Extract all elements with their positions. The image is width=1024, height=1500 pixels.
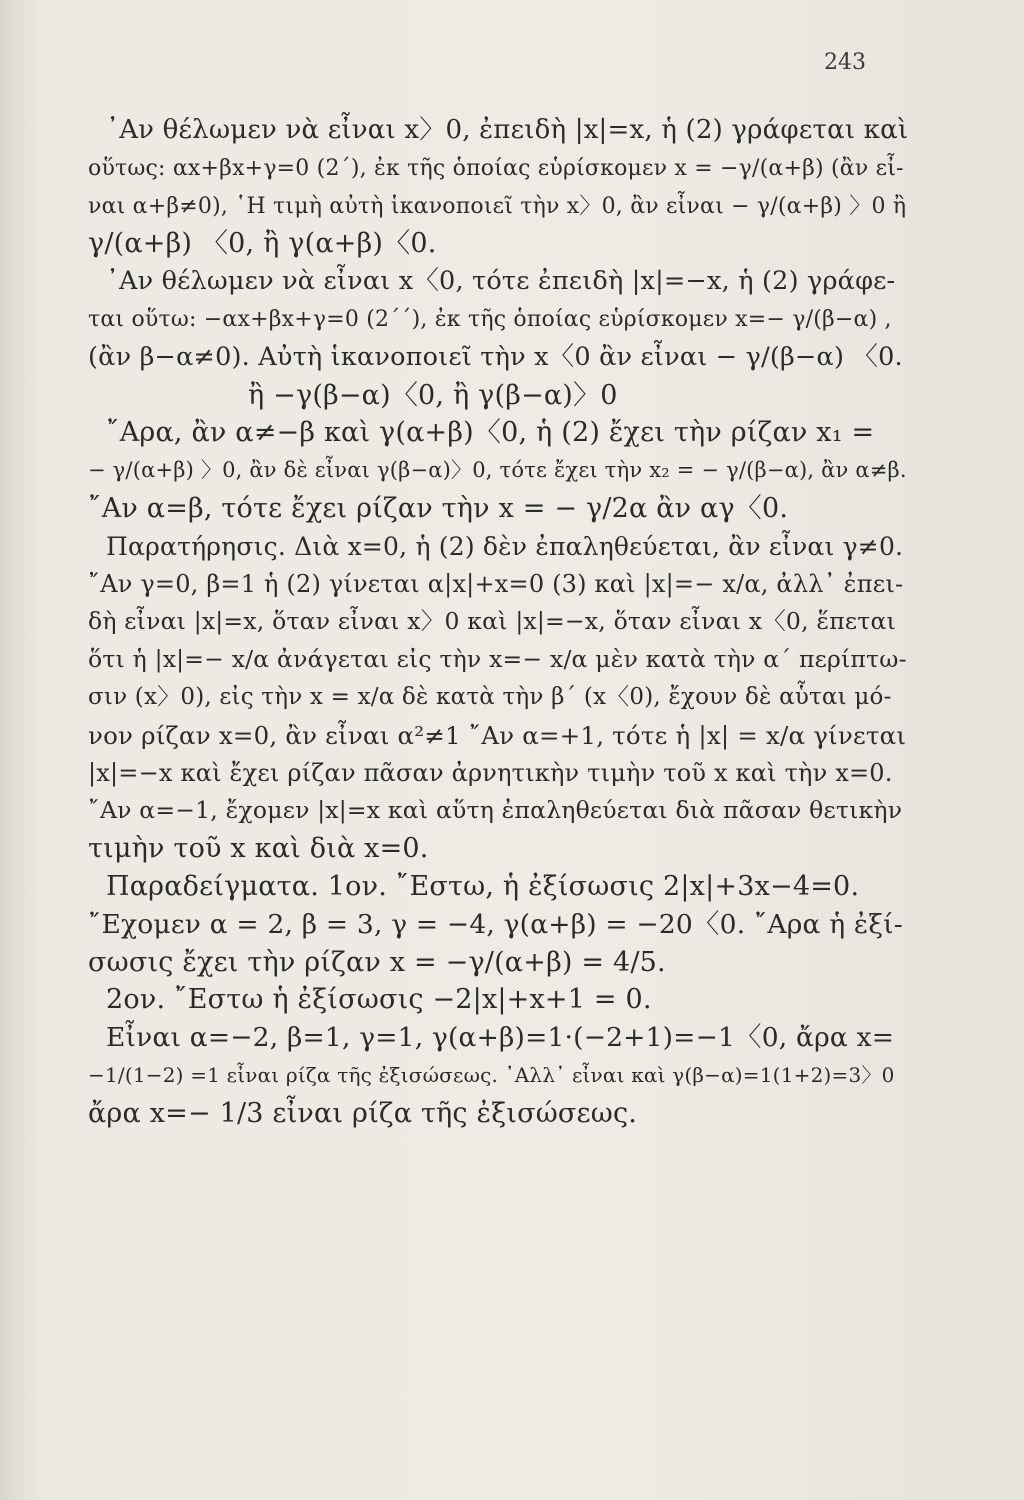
text-line: ῎Αρα, ἂν α≠−β καὶ γ(α+β)〈0, ἡ (2) ἔχει τὴν ρίζαν x₁ =	[106, 417, 875, 449]
text-line: τιμὴν τοῦ x καὶ διὰ x=0.	[88, 833, 429, 865]
text-line: −1/(1−2) =1 εἶναι ρίζα τῆς ἐξισώσεως. ᾿Αλλ᾿ εἶναι καὶ γ(β−α)=1(1+2)=3〉0	[88, 1062, 895, 1087]
text-line: σωσις ἔχει τὴν ρίζαν x = −γ/(α+β) = 4/5.	[88, 946, 666, 978]
page-body	[88, 112, 908, 1133]
text-line: ῎Αν γ=0, β=1 ἡ (2) γίνεται α|x|+x=0 (3) καὶ |x|=− x/α, ἀλλ᾿ ἐπει-	[88, 569, 904, 598]
page-number: 243	[824, 50, 866, 75]
text-line: |x|=−x καὶ ἔχει ρίζαν πᾶσαν ἀρνητικὴν τιμὴν τοῦ x καὶ τὴν x=0.	[88, 758, 893, 787]
text-line: γ/(α+β) 〈0, ἢ γ(α+β)〈0.	[88, 228, 437, 260]
text-line: ἄρα x=− 1/3 εἶναι ρίζα τῆς ἐξισώσεως.	[88, 1097, 638, 1129]
text-line: Εἶναι α=−2, β=1, γ=1, γ(α+β)=1·(−2+1)=−1〈0, ἄρα x=	[106, 1022, 895, 1054]
text-line: οὕτως: αx+βx+γ=0 (2΄), ἐκ τῆς ὁποίας εὑρίσκομεν x = −γ/(α+β) (ἂν εἶ-	[88, 155, 904, 181]
text-line: ὅτι ἡ |x|=− x/α ἀνάγεται εἰς τὴν x=− x/α μὲν κατὰ τὴν α΄ περίπτω-	[88, 645, 907, 674]
text-line: − γ/(α+β) 〉0, ἂν δὲ εἶναι γ(β−α)〉0, τότε ἔχει τὴν x₂ = − γ/(β−α), ἂν α≠β.	[88, 458, 907, 483]
text-line: (ἂν β−α≠0). Αὐτὴ ἱκανοποιεῖ τὴν x〈0 ἂν εἶναι − γ/(β−α) 〈0.	[88, 341, 903, 372]
text-line: δὴ εἶναι |x|=x, ὅταν εἶναι x〉0 καὶ |x|=−x, ὅταν εἶναι x〈0, ἕπεται	[88, 607, 896, 636]
text-line: Παραδείγματα. 1ον. ῎Εστω, ἡ ἐξίσωσις 2|x|+3x−4=0.	[106, 870, 860, 902]
text-line: ναι α+β≠0), ῾Η τιμὴ αὐτὴ ἱκανοποιεῖ τὴν x〉0, ἂν εἶναι − γ/(α+β) 〉0 ἢ	[88, 193, 907, 219]
text-line: ῎Αν α=−1, ἔχομεν |x|=x καὶ αὕτη ἐπαληθεύεται διὰ πᾶσαν θετικὴν	[88, 796, 903, 825]
text-line: ται οὕτω: −αx+βx+γ=0 (2΄΄), ἐκ τῆς ὁποίας εὑρίσκομεν x=− γ/(β−α) ,	[88, 306, 892, 332]
text-line: σιν (x〉0), εἰς τὴν x = x/α δὲ κατὰ τὴν β΄ (x〈0), ἔχουν δὲ αὗται μό-	[88, 683, 892, 710]
text-line: ᾿Αν θέλωμεν νὰ εἶναι x〉0, ἐπειδὴ |x|=x, ἡ (2) γράφεται καὶ	[106, 115, 909, 145]
text-line: ῎Αν α=β, τότε ἔχει ρίζαν τὴν x = − γ/2α ἂν αγ〈0.	[88, 492, 789, 524]
text-line: Παρατήρησις. Διὰ x=0, ἡ (2) δὲν ἐπαληθεύεται, ἂν εἶναι γ≠0.	[106, 531, 904, 561]
text-line: ῎Εχομεν α = 2, β = 3, γ = −4, γ(α+β) = −20〈0. ῎Αρα ἡ ἐξί-	[88, 908, 903, 940]
text-line: ᾿Αν θέλωμεν νὰ εἶναι x〈0, τότε ἐπειδὴ |x|=−x, ἡ (2) γράφε-	[106, 266, 896, 297]
text-line: 2ον. ῎Εστω ἡ ἐξίσωσις −2|x|+x+1 = 0.	[106, 984, 652, 1016]
text-line: ἢ −γ(β−α)〈0, ἢ γ(β−α)〉0	[248, 379, 618, 411]
text-line: νον ρίζαν x=0, ἂν εἶναι α²≠1 ῎Αν α=+1, τότε ἡ |x| = x/α γίνεται	[88, 720, 907, 750]
